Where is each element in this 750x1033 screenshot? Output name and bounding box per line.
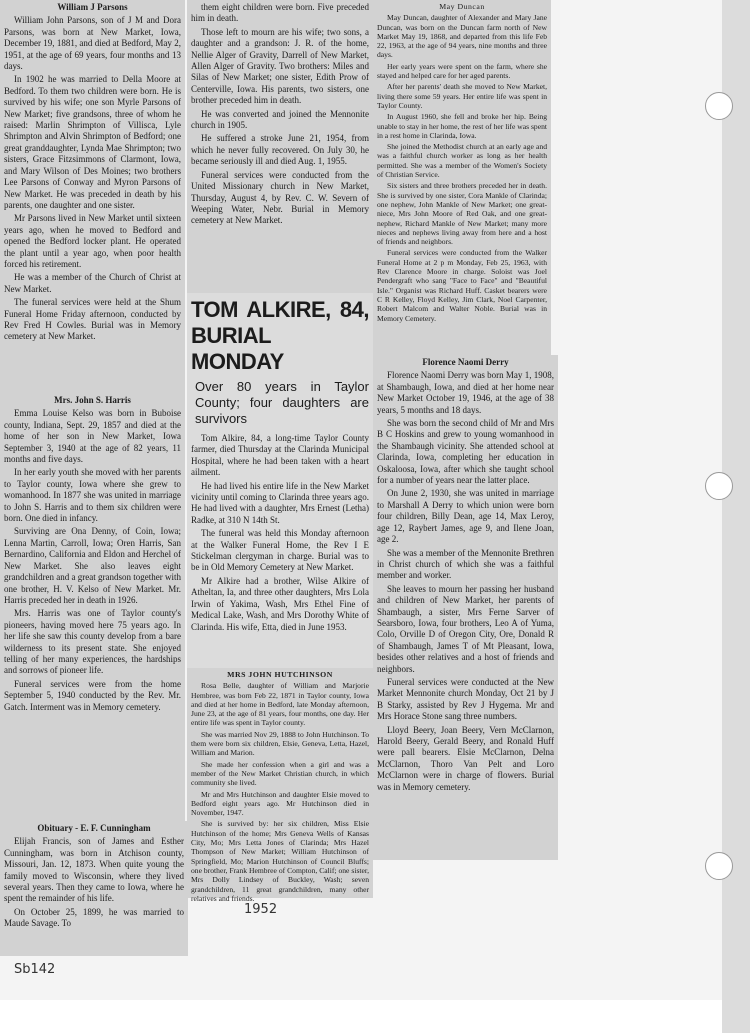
- paragraph: Surviving are Ona Denny, of Coin, Iowa; Lenna Martin, Carroll, Iowa; Oren Harris, San Bernardino, California and Eldon and Herchel of New Market. She also leaves eight grandchildren and a great grandson together with one brother, H. V. Kelso of New Market. Mr. Harris preceded her in death in 1926.: [4, 526, 181, 605]
- paragraph: On October 25, 1899, he was married to Maude Savage. To: [4, 906, 184, 929]
- page-edge-shadow: [722, 0, 750, 1033]
- clipping-hutchinson: [187, 668, 373, 903]
- clipping-parsons: [0, 0, 185, 393]
- clipping-heading: MRS JOHN HUTCHINSON: [227, 670, 333, 679]
- paragraph: The funeral was held this Monday afternoon at the Walker Funeral Home, the Rev I E Stickelman clergyman in charge. Burial was to be in Old Memory Cemetery at New Market.: [191, 528, 369, 573]
- paragraph: Tom Alkire, 84, a long-time Taylor County farmer, died Thursday at the Clarinda Municipal Hospital, where he had been taken with a heart ailment.: [191, 433, 369, 478]
- paragraph: Rosa Belle, daughter of William and Marjorie Hembree, was born Feb 22, 1871 in Taylor county, Iowa and died at her home in Bedford, late Monday afternoon, June 23, at the age of 81 years, four months, one day. Her entire life was spent in Taylor county.: [191, 681, 369, 728]
- paragraph: She was married Nov 29, 1888 to John Hutchinson. To them were born six children, Elsie, Geneva, Letta, Hazel, William and Marion.: [191, 729, 369, 758]
- clipping-duncan: [373, 0, 551, 355]
- paragraph: Mrs. Harris was one of Taylor county's pioneers, having moved here 75 years ago. In her life she saw this county develop from a bare wilderness to its present state. She enjoyed telling of her many experiences, the hardships and sorrows of pioneer life.: [4, 608, 181, 676]
- paragraph: She was a member of the Mennonite Brethren in Christ church of which she was a faithful member and worker.: [377, 547, 554, 581]
- paragraph: Funeral services were conducted from the United Missionary church in New Market, Thursday, August 4, by Rev. C. W. Severn of Weeping Water, Nebr. Burial in Memory cemetery at New Market.: [191, 169, 369, 226]
- paragraph: She made her confession when a girl and was a member of the New Market Christian church, in which community she lived.: [191, 759, 369, 788]
- paragraph: In her early youth she moved with her parents to Taylor county, Iowa where she grew to womanhood. In 1877 she was united in marriage to John S. Harris and to them six children were born. One died in infancy.: [4, 467, 181, 524]
- handwritten-page-code: Sb142: [14, 962, 56, 977]
- binder-hole-middle: [705, 472, 733, 500]
- paragraph: He had lived his entire life in the New Market vicinity until coming to Clarinda three years ago. He had lived with a daughter, Mrs Ernest (Letha) Radke, at 310 N 14th St.: [191, 480, 369, 525]
- clipping-harris: [0, 393, 185, 821]
- paragraph: He was converted and joined the Mennonite church in 1905.: [191, 108, 369, 131]
- paragraph: She is survived by: her six children, Miss Elsie Hutchinson of the home; Mrs Geneva Wells of Kansas City, Mo; Mrs Letta Jones of Clarinda; Mrs Hazel Thompson of New Market; William Hutchinson of Springfield, Mo; Marion Hutchinson of Council Bluffs; one brother, Frank Hembree of Compton, Calif; one sister, Mrs Dolly Lindsey of Buckley, Wash; seven grandchildren, 11 great grandchildren, many other relatives and friends.: [191, 819, 369, 903]
- paragraph: Her early years were spent on the farm, where she stayed and helped care for her aged parents.: [377, 61, 547, 81]
- paragraph: Elijah Francis, son of James and Esther Cunningham, was born in Atchison county, Missouri, Jan. 12, 1873. When quite young the family moved to Wisconsin, where they lived several years. Then they came to Iowa, where he spent the remainder of his life.: [4, 836, 184, 904]
- clipping-cunningham-continued: [187, 0, 373, 293]
- paragraph: Florence Naomi Derry was born May 1, 1908, at Shambaugh, Iowa, and died at her home near New Market October 19, 1946, at the age of 38 years, 5 months and 18 days.: [377, 370, 554, 415]
- paragraph: She leaves to mourn her passing her husband and children of New Market, her parents of Shambaugh, a sister, Mrs Ferne Sarver of Searsboro, Iowa, four brothers, Leo A of Yuma, Colo, Orville D of Oregon City, Ore, Donald R of Shambaugh, James T of Mt Pleasant, Iowa, besides other relatives and a host of friends and neighbors.: [377, 583, 554, 674]
- subheadline: Over 80 years in Taylor County; four daughters are survivors: [195, 379, 369, 426]
- paragraph: Funeral services were from the home September 5, 1940 conducted by the Rev. Mr. Gatch. Interment was in Memory cemetery.: [4, 678, 181, 712]
- clipping-derry: [373, 355, 558, 860]
- paragraph: After her parents' death she moved to New Market, living there some 59 years. Her entire life was spent in Taylor County.: [377, 82, 547, 110]
- clipping-alkire: [187, 293, 373, 668]
- paragraph: them eight children were born. Five preceded him in death.: [191, 2, 369, 24]
- headline: TOM ALKIRE, 84, BURIAL MONDAY: [191, 297, 369, 374]
- paragraph: She joined the Methodist church at an early age and was a faithful church worker as long as her health permitted. She was a member of the Women's Society of Christian Service.: [377, 142, 547, 180]
- paragraph: He was a member of the Church of Christ at New Market.: [4, 272, 181, 294]
- paragraph: She was born the second child of Mr and Mrs B C Hoskins and grew to young womanhood in the Shambaugh vicinity. She attended school at Clarinda, Iowa, completing her education in Oskaloosa, Iowa, after which she taught school for a number of years near the latter place.: [377, 418, 554, 486]
- paragraph: Funeral services were conducted at the New Market Mennonite church Monday, Oct 21 by J B Starky, assisted by Rev J Hygema. Mr and Mrs Horace Stone sang three numbers.: [377, 676, 554, 722]
- paragraph: William John Parsons, son of J M and Dora Parsons, was born at New Market, Iowa, December 19, 1881, and died at Bedford, May 2, 1951, at the age of 69 years, four months and 13 days.: [4, 15, 181, 72]
- paragraph: He suffered a stroke June 21, 1954, from which he never fully recovered. On July 30, he became seriously ill and died Aug. 1, 1955.: [191, 133, 369, 167]
- paragraph: May Duncan, daughter of Alexander and Mary Jane Duncan, was born on the Duncan farm north of New Market May 19, 1868, and departed from this life Feb 22, 1963, at the age of 94 years, nine months and three days.: [377, 13, 547, 60]
- paragraph: Mr Alkire had a brother, Wilse Alkire of Atheltan, Ia, and three other daughters, Mrs Lola Irwin of Yakima, Wash, Mrs Ethel Fine of Medical Lake, Wash, and Mrs Dorothy White of Clarinda. His wife, Etta, died in June 1953.: [191, 575, 369, 632]
- paragraph: Lloyd Beery, Joan Beery, Vern McClarnon, Harold Beery, Gerald Beery, and Ronald Huff were pall bearers. Elsie McClarnon, Delna McClarnon, Thoro Van Pelt and Loro McClarnon were in charge of flowers. Burial was in Memory cemetery.: [377, 724, 554, 792]
- paragraph: Emma Louise Kelso was born in Buboise county, Indiana, Sept. 29, 1857 and died at the home of her son in New Market, Iowa September 3, 1940 at the age of 82 years, 11 months and five days.: [4, 408, 181, 465]
- handwritten-year: 1952: [244, 902, 278, 917]
- binder-hole-bottom: [705, 852, 733, 880]
- paragraph: Mr Parsons lived in New Market until sixteen years ago, when he moved to Bedford and opened the Bedford locker plant. He operated the plant until a year ago, when poor health forced his retirement.: [4, 213, 181, 269]
- paragraph: Funeral services were conducted from the Walker Funeral Home at 2 p m Monday, Feb 25, 1963, with Rev Clarence Moore in charge. Soloist was Joel Pendergraft who sang "Face to Face" and "Beautiful Isle." Organist was Richard Huff. Casket bearers were C R Kelley, Floyd Kelley, Jim Clark, Noel Carpenter, Robert Malcom and Walter Noble. Burial was in Memory Cemetery.: [377, 248, 547, 323]
- paragraph: In 1902 he was married to Della Moore at Bedford. To them two children were born. He is survived by his wife; one son Myrle Parsons of New Market; five grandsons, three of whom he raised: Marlin Shrimpton of Villisca, Lyle Shrimpton and Alvin Shrimpton of Bedford; one great granddaughter, Lynda Mae Shrimpton; two sisters, Grace Fitzsimmons of Clarmont, Iowa, and Mary Wilson of Des Moines; two brothers Lee Parsons of Conway and Myron Parsons of New Market. He was preceded in death by his parents, one daughter and one sister.: [4, 74, 181, 210]
- paragraph: Those left to mourn are his wife; two sons, a daughter and a grandson: J. R. of the home, Nellie Alger of Gravity, Darrell of New Market, Allen Alger of Gravity. Two brothers: Miles and Silas of New Market; one sister, Edith Prow of Centerville, Iowa. His parents, two sisters, one brother preceded him in death.: [191, 26, 369, 106]
- clipping-heading: William J Parsons: [57, 2, 128, 12]
- binder-hole-top: [705, 92, 733, 120]
- paragraph: In August 1960, she fell and broke her hip. Being unable to stay in her home, the rest of her life was spent in a rest home in Clarinda, Iowa.: [377, 112, 547, 140]
- paragraph: Mr and Mrs Hutchinson and daughter Elsie moved to Bedford eight years ago. Mr Hutchinson died in November, 1947.: [191, 789, 369, 818]
- clipping-heading: Mrs. John S. Harris: [54, 395, 131, 405]
- clipping-heading: Florence Naomi Derry: [422, 357, 509, 367]
- paragraph: The funeral services were held at the Shum Funeral Home Friday afternoon, conducted by Rev Fred H Cowles. Burial was in Memory cemetery at New Market.: [4, 297, 181, 342]
- clipping-heading: May Duncan: [439, 2, 485, 11]
- clipping-heading: Obituary - E. F. Cunningham: [37, 823, 151, 833]
- paragraph: Six sisters and three brothers preceded her in death. She is survived by one sister, Cora Mankle of Clarinda; one nephew, John Mankle of New Market; one great-niece, Mrs John Moore of Red Oak, and one great-nephew, Richard Mankle of New Market; many more nieces and nephews living away from here and a host of friends and neighbors.: [377, 181, 547, 247]
- paragraph: On June 2, 1930, she was united in marriage to Marshall A Derry to which union were born four children, Billy Dean, age 14, Max Leroy, age 12, Raybert James, age 9, and Ilene Joan, age 2.: [377, 488, 554, 545]
- clipping-cunningham: [0, 821, 188, 956]
